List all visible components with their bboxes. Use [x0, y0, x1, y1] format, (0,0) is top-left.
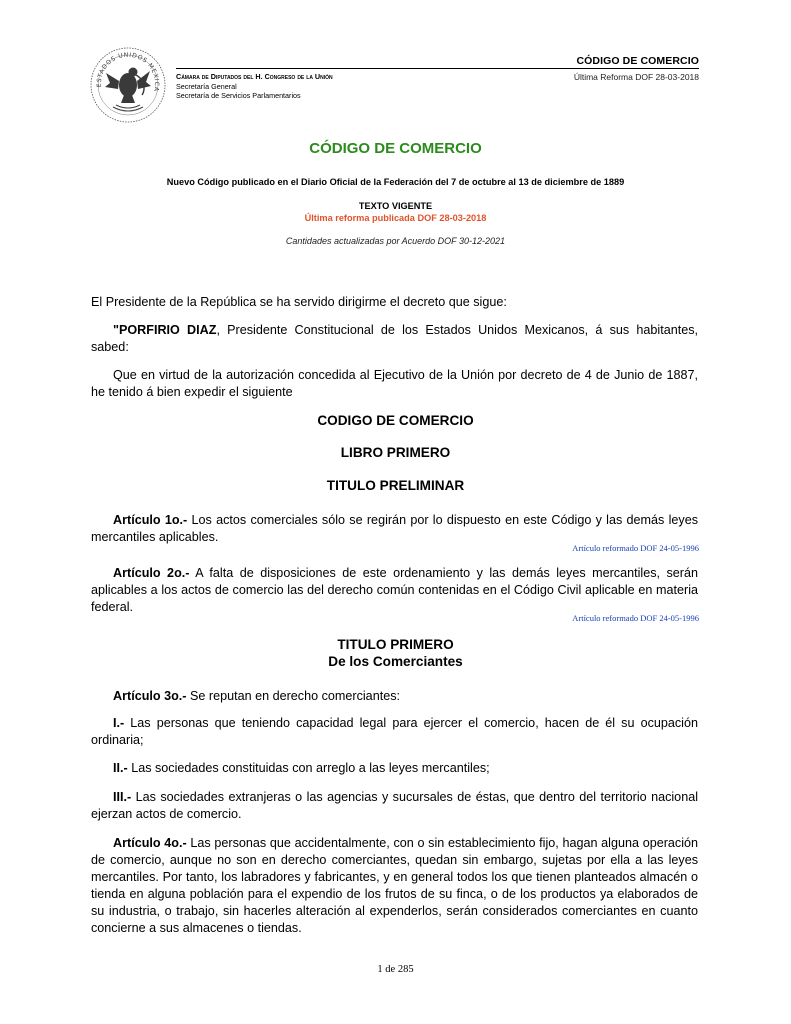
- heading-de-los-comerciantes: De los Comerciantes: [328, 654, 463, 669]
- header-doc-title: CÓDIGO DE COMERCIO: [576, 55, 699, 67]
- heading-libro-primero: LIBRO PRIMERO: [340, 445, 451, 460]
- intro-text: El Presidente de la República se ha servido dirigirme el decreto que sigue:: [91, 295, 507, 309]
- article-2: [91, 565, 698, 616]
- article-4-label: Artículo 4o.-: [113, 836, 187, 850]
- porfirio-name: "PORFIRIO DIAZ: [113, 323, 217, 337]
- autorizacion-paragraph: [91, 367, 698, 401]
- porfirio-text: , Presidente Constitucional de los Estados Unidos Mexicanos, á sus habitantes, sabed:: [91, 323, 698, 354]
- article-1-text: Los actos comerciales sólo se regirán por lo dispuesto en este Código y las demás leyes mercantiles aplicables.: [91, 513, 699, 544]
- article-1-label: Artículo 1o.-: [113, 513, 188, 527]
- institution-subdept: Secretaría de Servicios Parlamentarios: [176, 91, 301, 100]
- page-number: 1 de 285: [377, 964, 414, 975]
- fraction-3: [91, 789, 698, 823]
- texto-vigente-label: TEXTO VIGENTE: [358, 201, 433, 211]
- article-4-text: Las personas que accidentalmente, con o sin establecimiento fijo, hagan alguna operación de comercio, aunque no son en derecho comerciantes, quedan sin embargo, sujetas por ella a las leyes mercantiles. Por tanto, los labradores y fabricantes, y en general todos los que tienen planteados almacén o tienda en alguna población para el expendio de los frutos de su finca, o de los productos ya elaborados de su industria, o trabajo, sin hacerles alteración al expenderlos, serán considerados comerciantes en cuanto concierne a sus almacenes o tiendas.: [91, 836, 699, 935]
- article-2-text: A falta de disposiciones de este ordenamiento y las demás leyes mercantiles, serán aplicables a los actos de comercio las del derecho común contenidas en el Código Civil aplicable en materia federal.: [91, 566, 698, 614]
- porfirio-paragraph: [91, 322, 698, 356]
- autorizacion-text: Que en virtud de la autorización concedida al Ejecutivo de la Unión por decreto de 4 de Junio de 1887, he tenido á bien expedir el siguiente: [91, 368, 698, 399]
- header-last-reform: Última Reforma DOF 28-03-2018: [573, 72, 699, 82]
- institution-dept: Secretaría General: [176, 81, 237, 91]
- intro-paragraph: [91, 294, 698, 311]
- article-3-label: Artículo 3o.-: [113, 689, 187, 703]
- article-4: [91, 835, 698, 937]
- fraction-1-text: Las personas que teniendo capacidad legal para ejercer el comercio, hacen de él su ocupación ordinaria;: [91, 716, 698, 747]
- article-3: [91, 688, 698, 705]
- article-2-reform-note: Artículo reformado DOF 24-05-1996: [572, 613, 699, 623]
- article-3-text: Se reputan en derecho comerciantes:: [186, 689, 400, 703]
- fraction-3-label: III.-: [113, 790, 132, 804]
- cantidades-actualizadas-note: Cantidades actualizadas por Acuerdo DOF 30-12-2021: [285, 236, 506, 246]
- heading-codigo: CODIGO DE COMERCIO: [317, 413, 474, 428]
- institution-block: [176, 72, 333, 101]
- fraction-2-label: II.-: [113, 761, 128, 775]
- heading-titulo-preliminar: TITULO PRELIMINAR: [326, 478, 465, 493]
- fraction-2-text: Las sociedades constituidas con arreglo a las leyes mercantiles;: [127, 761, 490, 775]
- heading-titulo-primero: TITULO PRIMERO: [337, 637, 454, 652]
- article-2-label: Artículo 2o.-: [113, 566, 190, 580]
- article-1-reform-note: Artículo reformado DOF 24-05-1996: [572, 543, 699, 553]
- publication-line: Nuevo Código publicado en el Diario Oficial de la Federación del 7 de octubre al 13 de diciembre de 1889: [166, 177, 625, 187]
- ultima-reforma-label: Última reforma publicada DOF 28-03-2018: [304, 213, 487, 223]
- document-title: CÓDIGO DE COMERCIO: [309, 140, 482, 157]
- fraction-1-label: I.-: [113, 716, 125, 730]
- institution-name: Cámara de Diputados del H. Congreso de la Unión: [176, 72, 333, 81]
- fraction-2: [91, 760, 698, 777]
- article-1: [91, 512, 698, 546]
- coat-of-arms-seal: [88, 45, 168, 125]
- header-divider: [176, 68, 699, 69]
- fraction-3-text: Las sociedades extranjeras o las agencias y sucursales de éstas, que dentro del territorio nacional ejerzan actos de comercio.: [91, 790, 698, 821]
- fraction-1: [91, 715, 698, 749]
- seal-text: ESTADOS UNIDOS MEXICA: [95, 51, 161, 93]
